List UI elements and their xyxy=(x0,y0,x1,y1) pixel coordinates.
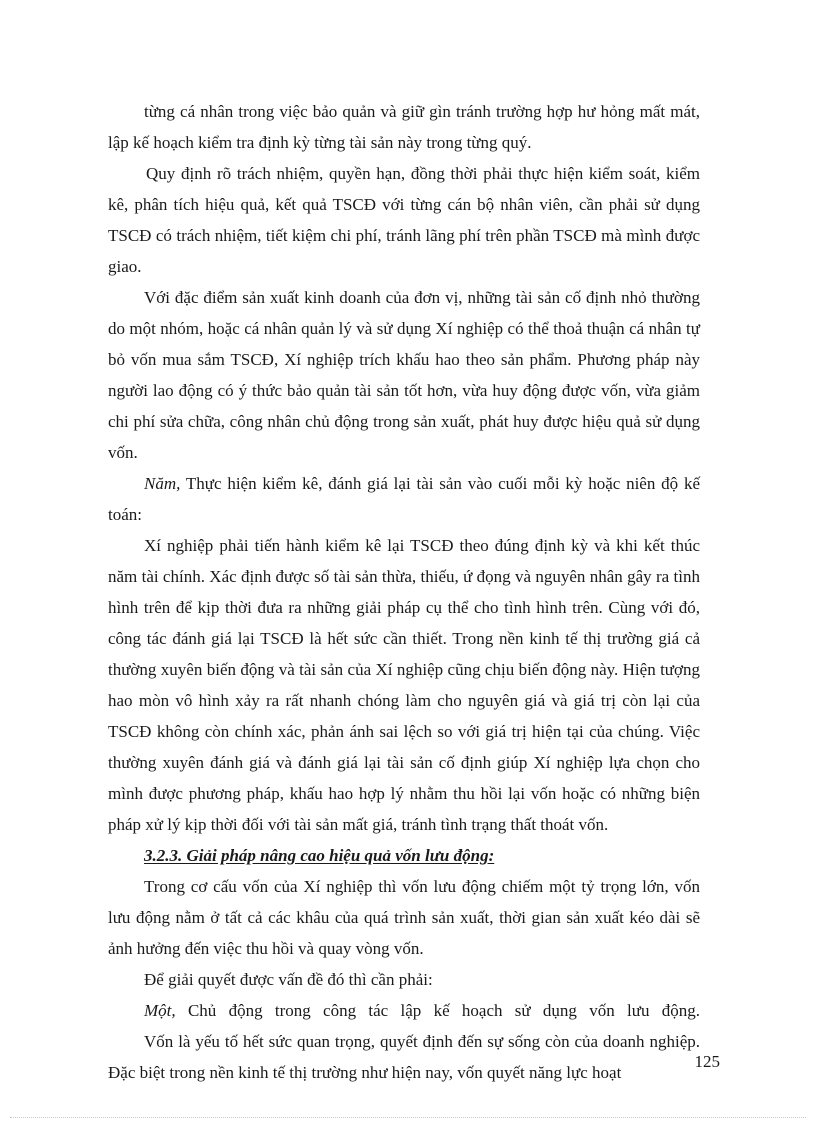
page-number: 125 xyxy=(694,1052,720,1071)
paragraph-2: Quy định rõ trách nhiệm, quyền hạn, đồng thời phải thực hiện kiểm soát, kiểm kê, phân tích hiệu quả, kết quả TSCĐ với từng cán bộ nhân viên, cần phải sử dụng TSCĐ có trách nhiệm, tiết kiệm chi phí, tránh lãng phí trên phần TSCĐ mà mình được giao. xyxy=(108,164,700,276)
body-text xyxy=(108,96,700,1088)
paragraph-4 xyxy=(108,468,700,530)
paragraph-9: Vốn là yếu tố hết sức quan trọng, quyết định đến sự sống còn của doanh nghiệp. Đặc biệt trong nền kinh tế thị trường như hiện nay, vốn quyết năng lực hoạt xyxy=(108,1032,700,1082)
section-heading xyxy=(108,840,700,871)
paragraph-1: từng cá nhân trong việc bảo quản và giữ gìn tránh trường hợp hư hỏng mất mát, lập kế hoạch kiểm tra định kỳ từng tài sản này trong từng quý. xyxy=(108,102,700,152)
paragraph-7: Để giải quyết được vấn đề đó thì cần phải: xyxy=(144,970,433,989)
paragraph-8-text: Chủ động trong công tác lập kế hoạch sử dụng vốn lưu động. xyxy=(187,1001,700,1020)
paragraph-5: Xí nghiệp phải tiến hành kiểm kê lại TSCĐ theo đúng định kỳ và khi kết thúc năm tài chính. Xác định được số tài sản thừa, thiếu, ứ đọng và nguyên nhân gây ra tình hình trên để kịp thời đưa ra những giải pháp cụ thể cho tình hình trên. Cùng với đó, công tác đánh giá lại TSCĐ là hết sức cần thiết. Trong nền kinh tế thị trường giá cả thường xuyên biến động và tài sản của Xí nghiệp cũng chịu biến động này. Hiện tượng hao mòn vô hình xảy ra rất nhanh chóng làm cho nguyên giá và giá trị còn lại của TSCĐ không còn chính xác, phản ánh sai lệch so với giá trị hiện tại của chúng. Việc thường xuyên đánh giá và đánh giá lại tài sản cố định giúp Xí nghiệp lựa chọn cho mình được phương pháp, khấu hao hợp lý nhằm thu hồi lại vốn hoặc có những biện pháp xử lý kịp thời đối với tài sản mất giá, tránh tình trạng thất thoát vốn. xyxy=(108,536,700,834)
section-heading-text: 3.2.3. Giải pháp nâng cao hiệu quả vốn lưu động: xyxy=(144,846,495,865)
paragraph-8 xyxy=(108,995,700,1026)
footer-rule xyxy=(10,1117,806,1118)
lead-word-nam: Năm, xyxy=(144,474,181,493)
paragraph-4-text: Thực hiện kiểm kê, đánh giá lại tài sản vào cuối mỗi kỳ hoặc niên độ kế toán: xyxy=(108,474,700,524)
paragraph-6: Trong cơ cấu vốn của Xí nghiệp thì vốn lưu động chiếm một tỷ trọng lớn, vốn lưu động nằm ở tất cả các khâu của quá trình sản xuất, thời gian sản xuất kéo dài sẽ ảnh hưởng đến việc thu hồi và quay vòng vốn. xyxy=(108,877,700,958)
paragraph-3: Với đặc điểm sản xuất kinh doanh của đơn vị, những tài sản cố định nhỏ thường do một nhóm, hoặc cá nhân quản lý và sử dụng Xí nghiệp có thể thoả thuận cá nhân tự bỏ vốn mua sắm TSCĐ, Xí nghiệp trích khấu hao theo sản phẩm. Phương pháp này người lao động có ý thức bảo quản tài sản tốt hơn, vừa huy động được vốn, vừa giảm chi phí sửa chữa, công nhân chủ động trong sản xuất, phát huy được hiệu quả sử dụng vốn. xyxy=(108,288,700,462)
lead-word-mot: Một, xyxy=(144,1001,176,1020)
